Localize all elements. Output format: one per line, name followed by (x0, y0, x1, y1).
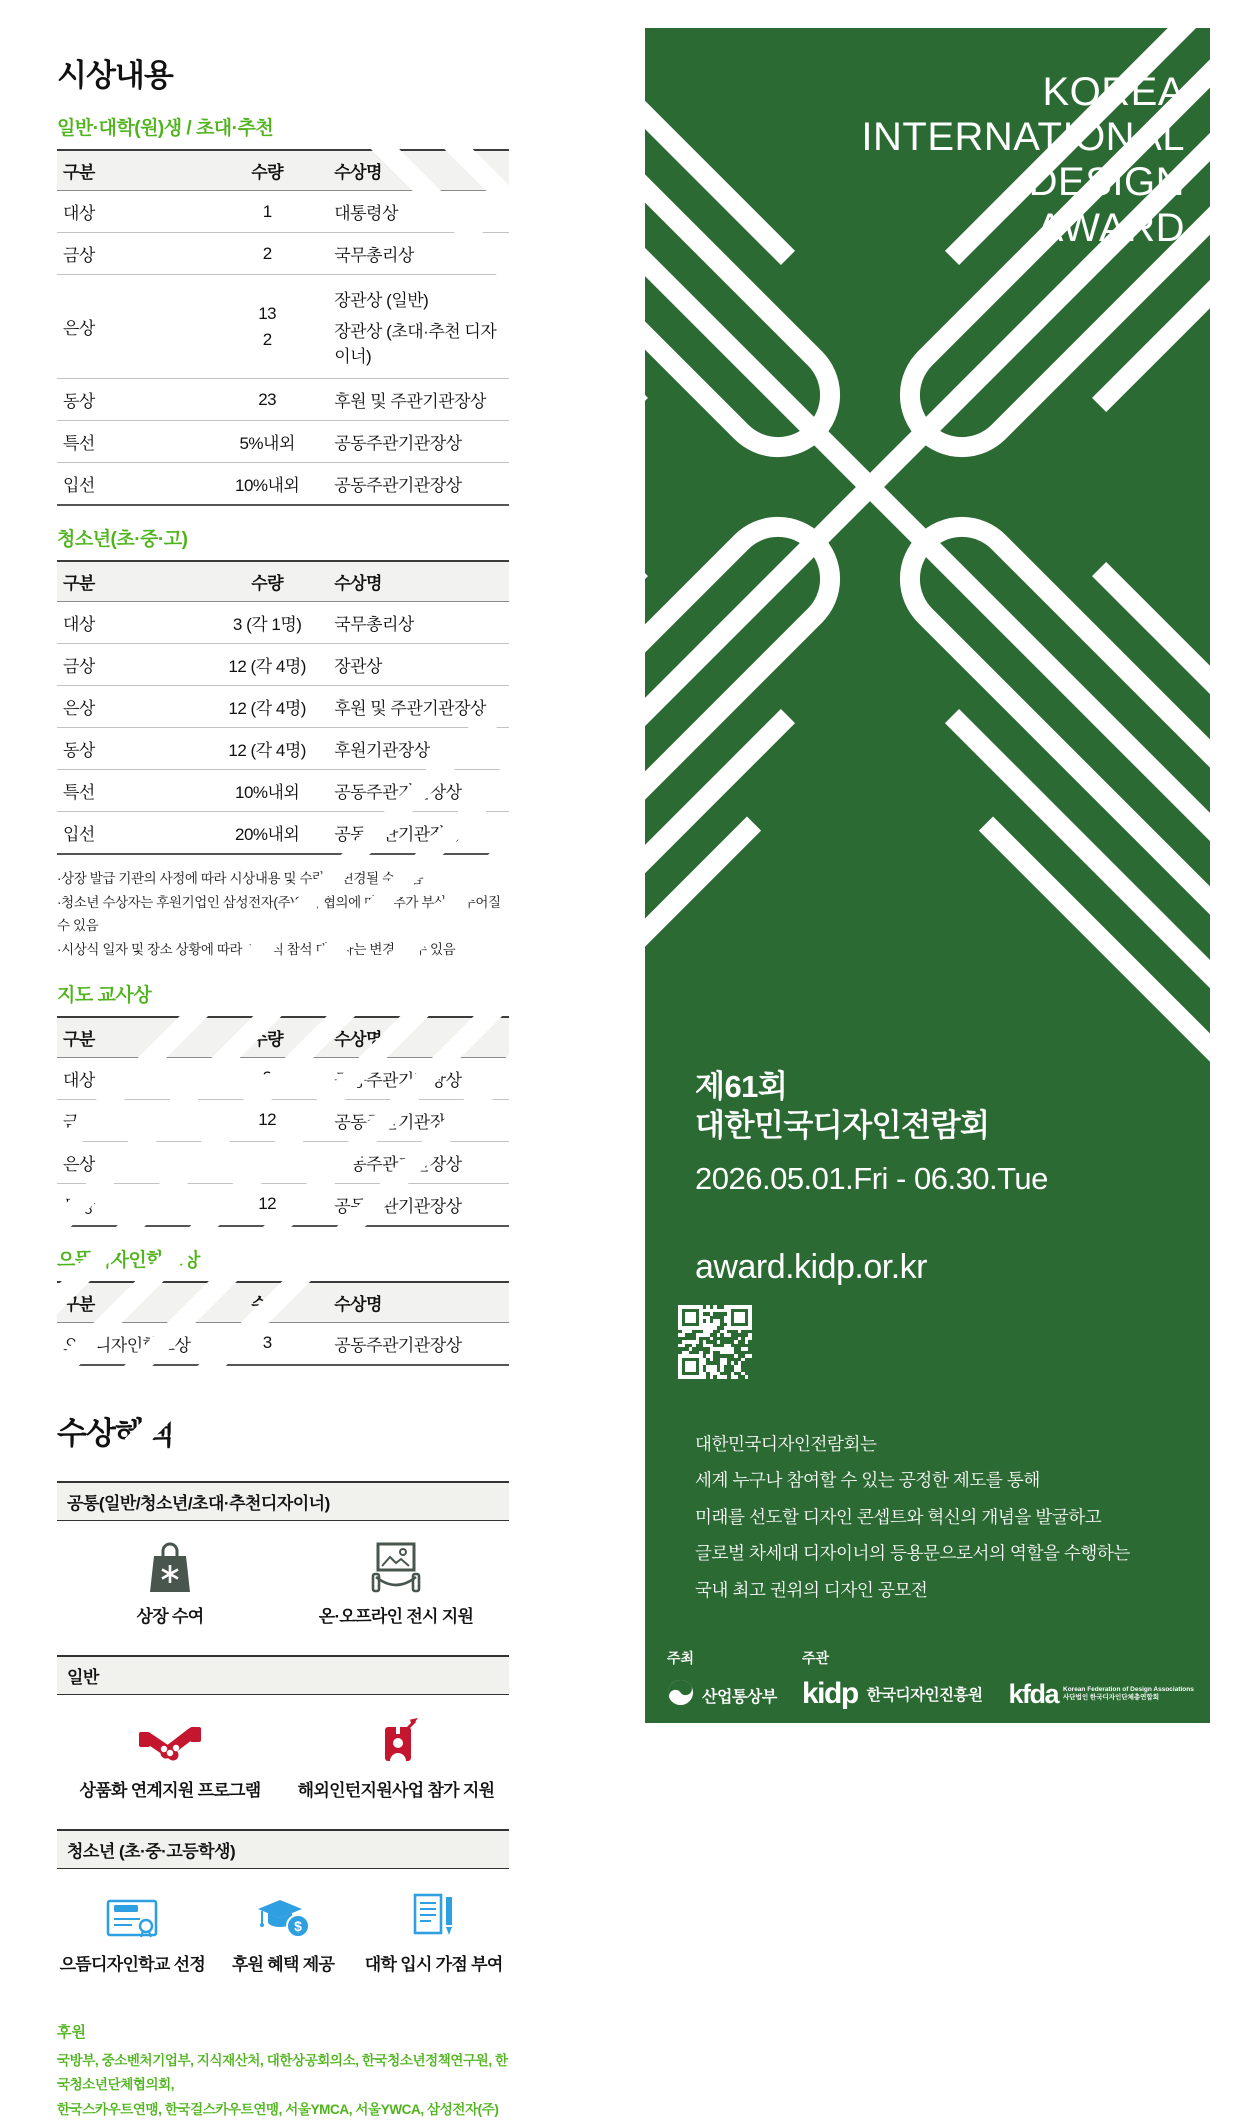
host-label: 주최 (667, 1648, 777, 1668)
text-line: AWARD (861, 206, 1185, 251)
quantity-cell: 10%내외 (206, 463, 328, 506)
grade-cell: 특선 (57, 421, 206, 463)
grade-cell: 금상 (57, 644, 206, 686)
kfda-subtitle-ko: 사단법인 한국디자인단체총연합회 (1063, 1694, 1194, 1702)
table-row (57, 644, 509, 686)
event-name: 대한민국디자인전람회 (695, 1107, 989, 1146)
column-header: 수량 (206, 1017, 328, 1058)
quantity-cell: 12 (각 4명) (206, 686, 328, 728)
organizer-label: 주관 (802, 1648, 1194, 1668)
kidp-logo: kidp (802, 1679, 858, 1709)
benefit-groups (57, 1481, 509, 1975)
quantity-cell: 3 (206, 1322, 328, 1365)
benefits-section-title: 수상혜택 (57, 1408, 509, 1453)
benefit-item (283, 1711, 509, 1801)
column-header: 구분 (57, 1282, 206, 1323)
text-line: ·청소년 수상자는 후원기업인 삼성전자(주)와의 협의에 따라 추가 부상이 주어질 수 있음 (57, 891, 509, 938)
award-name-cell: 장관상 (일반) 장관상 (초대·추천 디자이너) (328, 275, 509, 379)
award-table-block-teacher (57, 980, 509, 1227)
grade-cell: 은상 (57, 275, 206, 379)
grade-cell: 특선 (57, 770, 206, 812)
quantity-cell: 20%내외 (206, 812, 328, 855)
award-name-cell: 공동주관기관장상 (328, 1183, 509, 1226)
award-name-cell: 국무총리상 (328, 233, 509, 275)
column-header: 수량 (206, 561, 328, 602)
qr-code (678, 1305, 752, 1379)
grade-cell: 동상 (57, 379, 206, 421)
kfda-logo-block (1008, 1681, 1193, 1708)
award-table-block-youth (57, 524, 509, 855)
grade-cell: 으뜸디자인학교상 (57, 1322, 206, 1365)
award-category-title: 청소년(초·중·고) (57, 524, 509, 551)
grade-cell: 금상 (57, 1099, 206, 1141)
column-header: 수상명 (328, 150, 509, 191)
gift-bag-icon (147, 1537, 193, 1593)
organizer-block (802, 1648, 1194, 1709)
benefit-label: 상품화 연계지원 프로그램 (80, 1776, 261, 1801)
quantity-cell: 12 (각 4명) (206, 644, 328, 686)
benefit-label: 온·오프라인 전시 지원 (319, 1602, 474, 1627)
award-category-title: 지도 교사상 (57, 980, 509, 1007)
benefit-item (358, 1885, 509, 1975)
quantity-cell: 12 (206, 1099, 328, 1141)
benefit-item (283, 1537, 509, 1627)
award-name-cell: 장관상 (328, 644, 509, 686)
award-category-title: 일반·대학(원)생 / 초대·추천 (57, 113, 509, 140)
benefit-band: 일반 (57, 1655, 509, 1695)
award-name-cell: 후원 및 주관기관장상 (328, 379, 509, 421)
benefit-band: 공통(일반/청소년/초대·추천디자이너) (57, 1481, 509, 1521)
grade-cell: 입선 (57, 463, 206, 506)
kfda-logo: kfda (1008, 1681, 1058, 1708)
column-header: 구분 (57, 561, 206, 602)
host-name: 산업통상부 (702, 1684, 777, 1707)
table-row (57, 275, 509, 379)
award-name-cell: 공동주관기관장상 (328, 463, 509, 506)
table-row (57, 1322, 509, 1365)
grade-cell: 대상 (57, 191, 206, 233)
awards-section-title: 시상내용 (57, 50, 509, 95)
intern-badge-icon (371, 1711, 421, 1767)
kfda-subtitle-en: Korean Federation of Design Associations (1063, 1686, 1194, 1694)
award-name-cell: 공동주관기관장상 (328, 1057, 509, 1099)
quantity-cell: 3 (각 1명) (206, 602, 328, 644)
quantity-cell: 12 (206, 1141, 328, 1183)
benefit-item (57, 1537, 283, 1627)
quantity-cell: 12 (206, 1183, 328, 1226)
benefit-label: 대학 입시 가점 부여 (365, 1950, 503, 1975)
table-row (57, 686, 509, 728)
column-header: 수상명 (328, 1282, 509, 1323)
quantity-cell: 5%내외 (206, 421, 328, 463)
exam-paper-icon (411, 1885, 457, 1941)
quantity-cell: 10%내외 (206, 770, 328, 812)
column-header: 수량 (206, 1282, 328, 1323)
text-line: ·상장 발급 기관의 사정에 따라 시상내용 및 수량은 변경될 수 있음 (57, 867, 509, 891)
sponsors-lines (57, 2049, 509, 2123)
school-certificate-icon (106, 1885, 158, 1941)
quantity-cell: 13 2 (206, 275, 328, 379)
award-category-title: 으뜸디자인학교상 (57, 1245, 509, 1272)
text-line: 미래를 선도할 디자인 콘셉트와 혁신의 개념을 발굴하고 (695, 1499, 1130, 1535)
benefit-label: 으뜸디자인학교 선정 (60, 1950, 206, 1975)
kidp-name: 한국디자인진흥원 (867, 1683, 983, 1705)
text-line: ·시상식 일자 및 장소 상황에 따라 시상식 참석 대상자는 변경 될 수 있음 (57, 938, 509, 962)
quantity-cell: 3 (206, 1057, 328, 1099)
award-name-cell: 국무총리상 (328, 602, 509, 644)
host-block (667, 1648, 777, 1711)
text-line: 한국스카우트연맹, 한국걸스카우트연맹, 서울YMCA, 서울YWCA, 삼성전자(주) (57, 2098, 509, 2123)
quantity-cell: 12 (각 4명) (206, 728, 328, 770)
table-row (57, 421, 509, 463)
award-name-cell: 공동주관기관장상 (328, 770, 509, 812)
award-name-cell: 공동주관기관장상 (328, 421, 509, 463)
event-website: award.kidp.or.kr (695, 1248, 927, 1287)
table-row (57, 379, 509, 421)
benefit-label: 후원 혜택 제공 (232, 1950, 334, 1975)
grade-cell: 대상 (57, 602, 206, 644)
sponsors-block (57, 2021, 509, 2123)
column-header: 수량 (206, 150, 328, 191)
edition-block (695, 1068, 989, 1146)
motie-taegeuk-logo-icon (667, 1679, 694, 1711)
column-header: 구분 (57, 150, 206, 191)
table-row (57, 602, 509, 644)
grade-cell: 동상 (57, 728, 206, 770)
grade-cell: 동상 (57, 1183, 206, 1226)
benefit-item (57, 1711, 283, 1801)
benefit-row (57, 1885, 509, 1975)
award-name-cell: 공동주관기관장상 (328, 1322, 509, 1365)
award-table-block-general (57, 113, 509, 506)
award-name-cell: 후원 및 주관기관장상 (328, 686, 509, 728)
event-description (695, 1426, 1130, 1608)
svg-text:$: $ (294, 1918, 302, 1934)
quantity-cell: 1 (206, 191, 328, 233)
exhibition-icon (369, 1537, 423, 1593)
award-table (57, 560, 509, 855)
benefit-label: 해외인턴지원사업 참가 지원 (298, 1776, 495, 1801)
benefit-item (208, 1885, 359, 1975)
text-line: 국방부, 중소벤처기업부, 지식재산처, 대한상공회의소, 한국청소년정책연구원, 한국청소년단체협의회, (57, 2049, 509, 2099)
grade-cell: 금상 (57, 233, 206, 275)
award-name-cell: 대통령상 (328, 191, 509, 233)
text-line: DESIGN (861, 160, 1185, 205)
award-name-cell: 공동주관기관장상 (328, 1141, 509, 1183)
benefit-row (57, 1537, 509, 1627)
text-line: 글로벌 차세대 디자이너의 등용문으로서의 역할을 수행하는 (695, 1535, 1130, 1571)
benefit-band: 청소년 (초·중·고등학생) (57, 1829, 509, 1869)
text-line: KOREA (861, 70, 1185, 115)
grade-cell: 입선 (57, 812, 206, 855)
handshake-icon (139, 1711, 201, 1767)
award-name-cell: 공동주관기관장상 (328, 1099, 509, 1141)
green-panel (645, 28, 1210, 1723)
panel-footer (645, 1643, 1210, 1723)
event-dates: 2026.05.01.Fri - 06.30.Tue (695, 1161, 1048, 1197)
quantity-cell: 2 (206, 233, 328, 275)
text-line: 국내 최고 권위의 디자인 공모전 (695, 1572, 1130, 1608)
benefit-row (57, 1711, 509, 1801)
award-name-cell: 공동주관기관장상 (328, 812, 509, 855)
column-header: 수상명 (328, 561, 509, 602)
scholarship-cap-icon (254, 1885, 312, 1941)
benefit-item (57, 1885, 208, 1975)
column-header: 구분 (57, 1017, 206, 1058)
text-line: 세계 누구나 참여할 수 있는 공정한 제도를 통해 (695, 1462, 1130, 1498)
table-row (57, 233, 509, 275)
grade-cell: 은상 (57, 1141, 206, 1183)
column-header: 수상명 (328, 1017, 509, 1058)
grade-cell: 은상 (57, 686, 206, 728)
edition-number: 제61회 (695, 1068, 989, 1107)
award-table (57, 1016, 509, 1227)
grade-cell: 대상 (57, 1057, 206, 1099)
sponsors-title: 후원 (57, 2021, 509, 2042)
table-row (57, 463, 509, 506)
award-name-cell: 후원기관장상 (328, 728, 509, 770)
text-line: 대한민국디자인전람회는 (695, 1426, 1130, 1462)
poster-title (861, 70, 1185, 251)
benefit-label: 상장 수여 (137, 1602, 204, 1627)
text-line: INTERNATIONAL (861, 115, 1185, 160)
quantity-cell: 23 (206, 379, 328, 421)
